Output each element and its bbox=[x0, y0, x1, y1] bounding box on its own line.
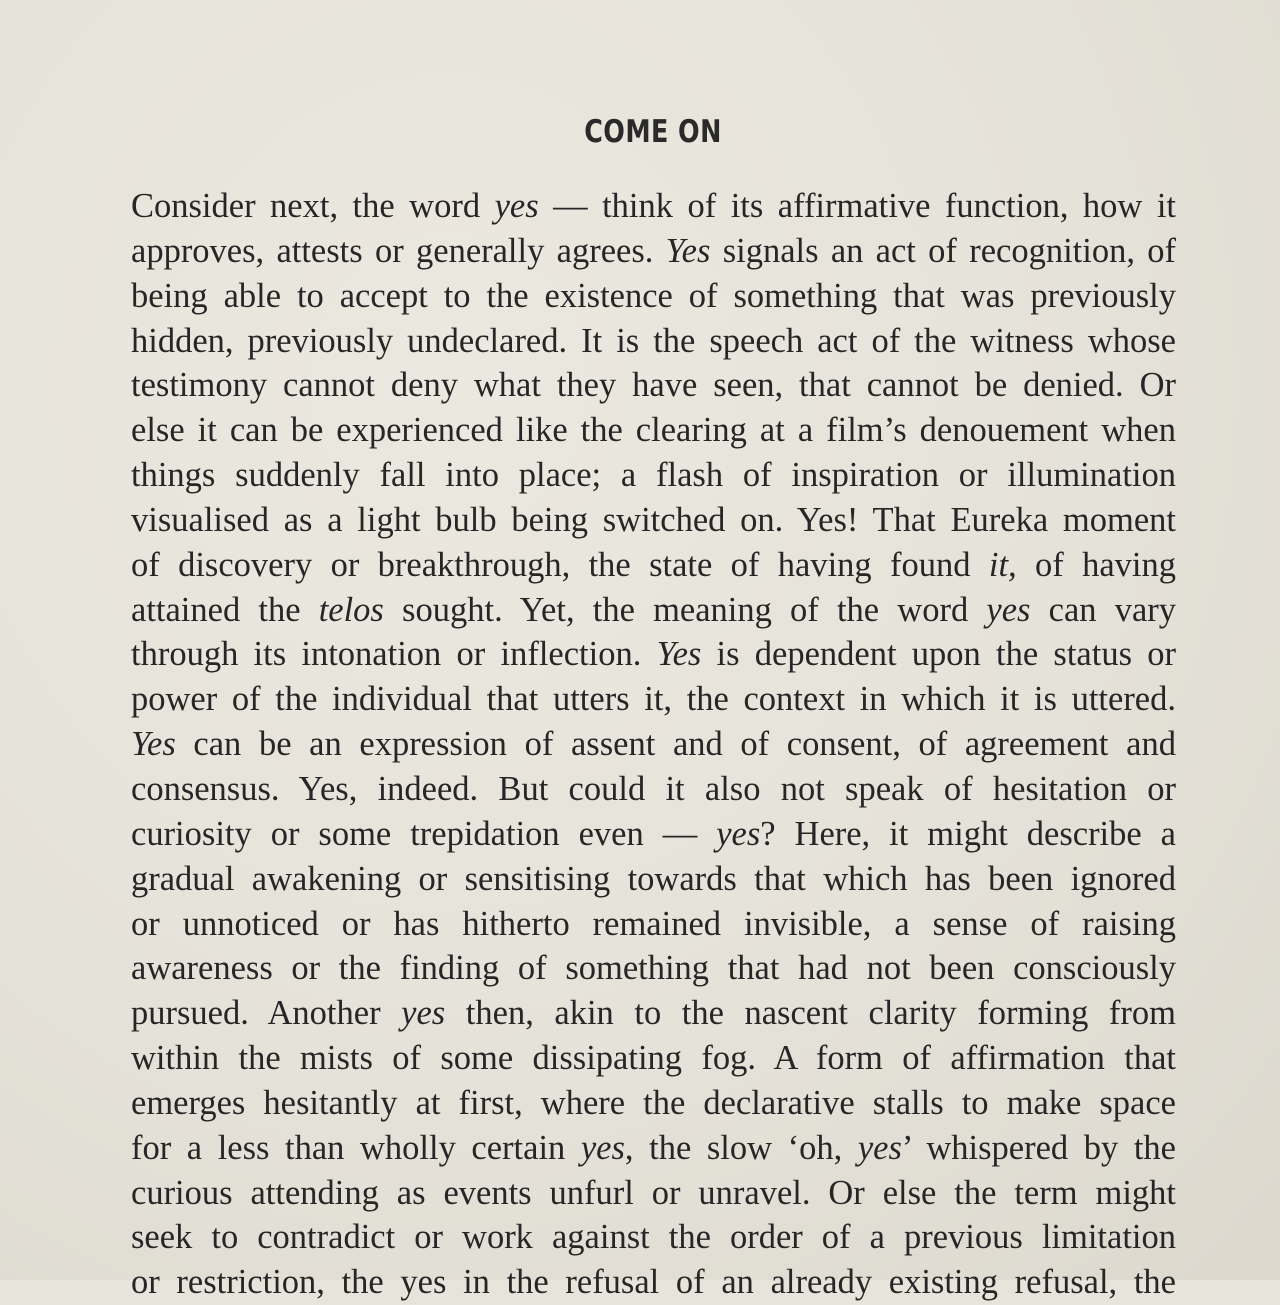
text-run: testimony cannot deny what they have seen, that cannot be denied. Or bbox=[131, 366, 1176, 405]
italic-text: yes bbox=[580, 1128, 625, 1167]
text-run: or restriction, the yes in the refusal of an already existing refusal, the bbox=[131, 1263, 1176, 1302]
text-line bbox=[131, 991, 1176, 1036]
text-line bbox=[131, 498, 1176, 543]
text-line bbox=[131, 1126, 1176, 1171]
text-line bbox=[131, 1171, 1176, 1216]
text-run: pursued. Another bbox=[131, 994, 402, 1033]
chapter-heading: COME ON bbox=[584, 114, 722, 150]
text-line bbox=[131, 184, 1176, 229]
text-line bbox=[131, 632, 1176, 677]
text-line bbox=[131, 1081, 1176, 1126]
text-run: , the slow ‘oh, bbox=[624, 1128, 858, 1167]
text-run: approves, attests or generally agrees. bbox=[131, 231, 666, 270]
italic-text: yes bbox=[401, 994, 446, 1033]
text-run: or unnoticed or has hitherto remained invisible, a sense of raising bbox=[131, 904, 1176, 943]
text-line bbox=[131, 363, 1176, 408]
body-paragraph bbox=[131, 184, 1176, 1305]
text-run: then, akin to the nascent clarity forming from bbox=[445, 994, 1176, 1033]
text-line bbox=[131, 543, 1176, 588]
text-run: within the mists of some dissipating fog. A form of affirmation that bbox=[131, 1039, 1176, 1078]
text-line bbox=[131, 722, 1176, 767]
italic-text: yes bbox=[716, 814, 761, 853]
italic-text: yes bbox=[494, 187, 539, 225]
text-line bbox=[131, 453, 1176, 498]
text-run: emerges hesitantly at first, where the declarative stalls to make space bbox=[131, 1083, 1176, 1122]
text-line bbox=[131, 319, 1176, 364]
text-run: can vary bbox=[1030, 590, 1176, 629]
text-run: things suddenly fall into place; a flash of inspiration or illumination bbox=[131, 456, 1176, 495]
text-line bbox=[131, 677, 1176, 722]
text-run: awareness or the finding of something that had not been consciously bbox=[131, 949, 1176, 988]
text-run: ? Here, it might describe a bbox=[760, 814, 1176, 853]
text-run: curious attending as events unfurl or unravel. Or else the term might bbox=[131, 1173, 1176, 1212]
italic-text: yes bbox=[986, 590, 1031, 629]
text-run: else it can be experienced like the clearing at a film’s denouement when bbox=[131, 411, 1176, 450]
italic-text: Yes bbox=[656, 635, 702, 674]
text-line bbox=[131, 229, 1176, 274]
italic-text: yes bbox=[857, 1128, 902, 1167]
text-line bbox=[131, 408, 1176, 453]
text-run: attained the bbox=[131, 590, 319, 629]
text-run: curiosity or some trepidation even — bbox=[131, 814, 717, 853]
text-line bbox=[131, 902, 1176, 947]
text-run: signals an act of recognition, of bbox=[710, 231, 1176, 270]
text-run: is dependent upon the status or bbox=[701, 635, 1176, 674]
text-run: Consider next, the word bbox=[131, 187, 495, 225]
text-run: seek to contradict or work against the order of a previous limitation bbox=[131, 1218, 1176, 1257]
text-run: being able to accept to the existence of something that was previously bbox=[131, 276, 1176, 315]
text-line bbox=[131, 1215, 1176, 1260]
text-run: gradual awakening or sensitising towards that which has been ignored bbox=[131, 859, 1176, 898]
text-run: through its intonation or inflection. bbox=[131, 635, 657, 674]
text-run: sought. Yet, the meaning of the word bbox=[383, 590, 987, 629]
text-run: hidden, previously undeclared. It is the speech act of the witness whose bbox=[131, 321, 1176, 360]
italic-text: Yes bbox=[665, 231, 711, 270]
text-run: for a less than wholly certain bbox=[131, 1128, 581, 1167]
text-line bbox=[131, 812, 1176, 857]
text-run: — think of its affirmative function, how it bbox=[538, 187, 1176, 225]
text-line bbox=[131, 274, 1176, 319]
text-line bbox=[131, 946, 1176, 991]
text-run: consensus. Yes, indeed. But could it also not speak of hesitation or bbox=[131, 769, 1176, 808]
text-line bbox=[131, 588, 1176, 633]
text-run: ’ whispered by the bbox=[901, 1128, 1176, 1167]
text-run: can be an expression of assent and of consent, of agreement and bbox=[175, 725, 1176, 764]
text-line bbox=[131, 767, 1176, 812]
text-run: power of the individual that utters it, the context in which it is uttered. bbox=[131, 680, 1176, 719]
text-line bbox=[131, 1260, 1176, 1305]
text-run: of discovery or breakthrough, the state of having found bbox=[131, 545, 989, 584]
text-line bbox=[131, 1036, 1176, 1081]
italic-text: telos bbox=[318, 590, 384, 629]
italic-text: it, bbox=[988, 545, 1017, 584]
text-line bbox=[131, 857, 1176, 902]
text-run: of having bbox=[1016, 545, 1177, 584]
text-run: visualised as a light bulb being switched on. Yes! That Eureka moment bbox=[131, 500, 1176, 539]
italic-text: Yes bbox=[131, 725, 176, 764]
